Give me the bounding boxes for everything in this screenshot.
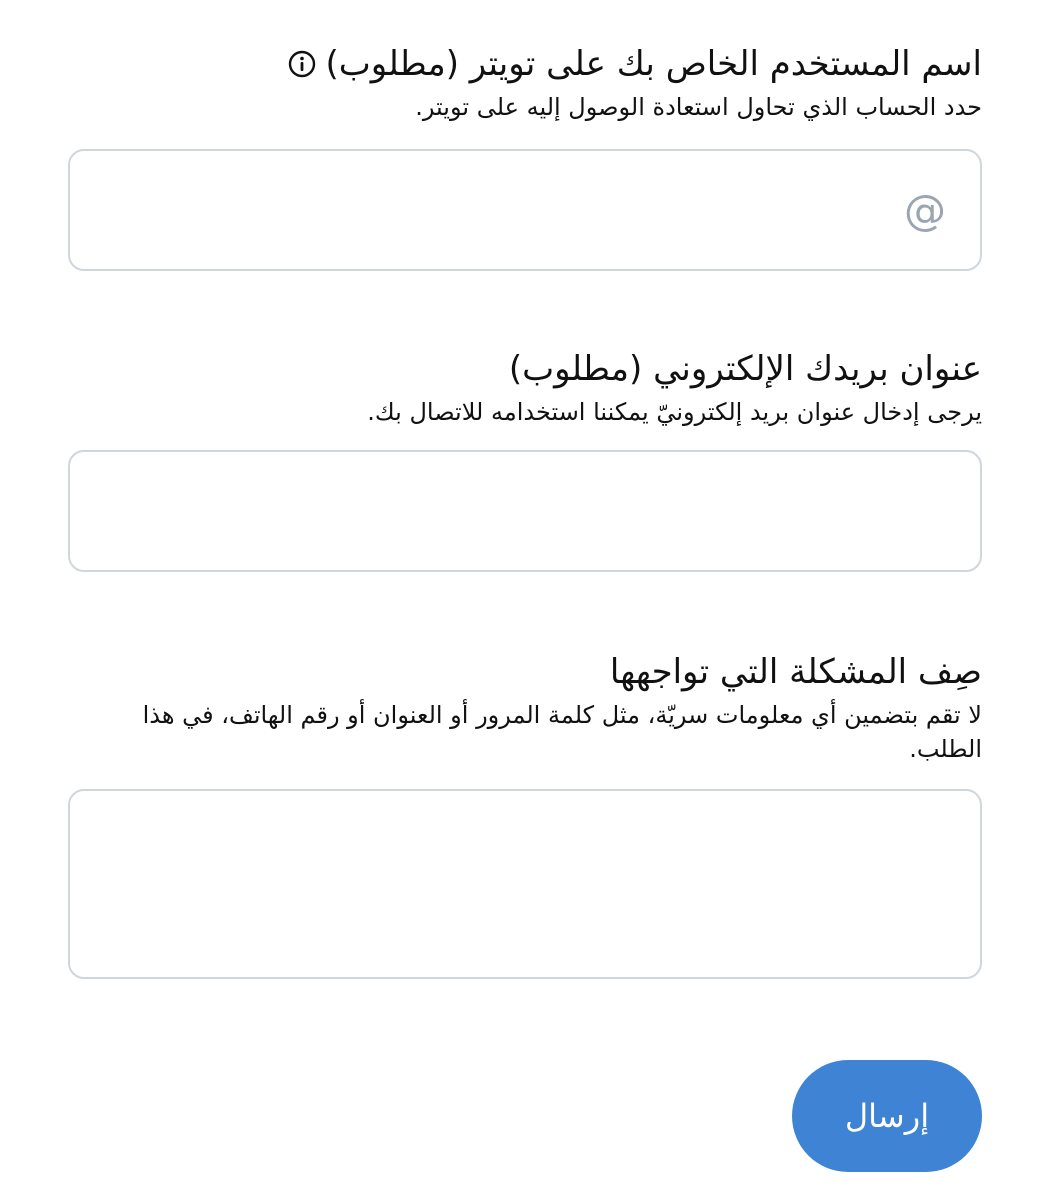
email-label-row [68,345,982,393]
problem-textarea[interactable] [68,789,982,979]
email-section [68,345,982,572]
at-prefix: @ [904,185,946,235]
problem-label: صِف المشكلة التي تواجهها [609,652,982,692]
email-input[interactable] [68,450,982,572]
username-help-text: حدد الحساب الذي تحاول استعادة الوصول إليه على تويتر. [415,93,982,121]
email-help-text: يرجى إدخال عنوان بريد إلكترونيّ يمكننا استخدامه للاتصال بك. [367,398,982,426]
problem-help-text: لا تقم بتضمين أي معلومات سريّة، مثل كلمة المرور أو العنوان أو رقم الهاتف، في هذا الطلب. [142,701,982,763]
problem-section [68,648,982,979]
username-label: اسم المستخدم الخاص بك على تويتر (مطلوب) [325,44,982,84]
username-section [68,40,982,271]
email-label: عنوان بريدك الإلكتروني (مطلوب) [508,349,982,389]
recovery-form [68,40,982,979]
username-input[interactable] [68,149,982,271]
info-circle-icon[interactable] [288,50,316,78]
username-label-row [68,40,982,88]
problem-label-row [68,648,982,696]
submit-button[interactable]: إرسال [792,1060,982,1172]
